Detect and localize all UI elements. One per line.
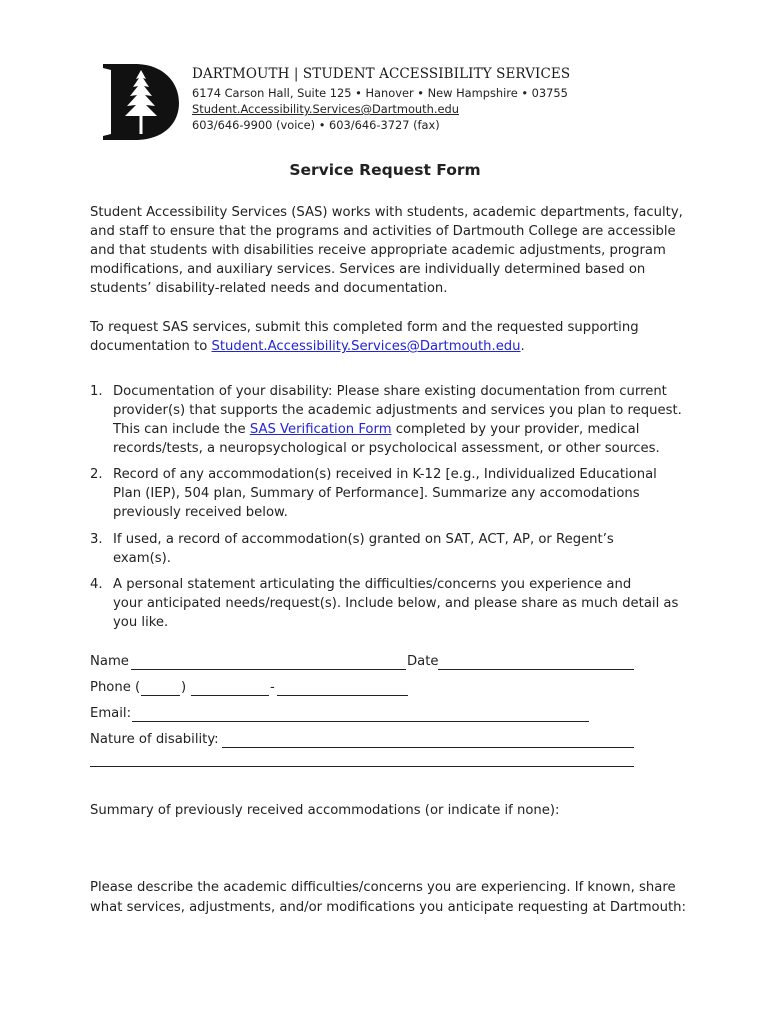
phone-line-field[interactable] bbox=[277, 695, 408, 696]
phone-dash: - bbox=[270, 680, 275, 695]
nature-of-disability-label: Nature of disability: bbox=[90, 732, 219, 747]
request-prefix: documentation to bbox=[90, 339, 212, 354]
intro-line: and staff to ensure that the programs and activities of Dartmouth College are accessible bbox=[90, 224, 676, 239]
item-4-line: A personal statement articulating the difficulties/concerns you experience and bbox=[113, 577, 632, 592]
email-field[interactable] bbox=[132, 721, 589, 722]
intro-line: Student Accessibility Services (SAS) works with students, academic departments, faculty, bbox=[90, 205, 683, 220]
describe-line: Please describe the academic difficulties/concerns you are experiencing. If known, share bbox=[90, 880, 676, 895]
item-1-line bbox=[113, 422, 639, 437]
name-field[interactable] bbox=[131, 669, 406, 670]
org-name: DARTMOUTH | STUDENT ACCESSIBILITY SERVICES bbox=[192, 66, 571, 82]
date-field[interactable] bbox=[438, 669, 634, 670]
phone-paren: ) bbox=[181, 680, 187, 695]
item-number: 1. bbox=[90, 384, 103, 399]
request-line: To request SAS services, submit this completed form and the requested supporting bbox=[90, 320, 639, 335]
phone-area-code-field[interactable] bbox=[141, 695, 180, 696]
intro-line: and that students with disabilities receive appropriate academic adjustments, program bbox=[90, 243, 666, 258]
email-label: Email: bbox=[90, 706, 132, 721]
item-4-line: you like. bbox=[113, 615, 169, 630]
item-3-line: If used, a record of accommodation(s) granted on SAT, ACT, AP, or Regent’s bbox=[113, 532, 614, 547]
org-email-link[interactable]: Student.Accessibility.Services@Dartmouth.edu bbox=[192, 102, 459, 116]
summary-label: Summary of previously received accommodations (or indicate if none): bbox=[90, 803, 560, 818]
nature-of-disability-field[interactable] bbox=[222, 747, 634, 748]
name-label: Name bbox=[90, 654, 129, 669]
item-4-heading: your anticipated needs/request(s). bbox=[113, 596, 342, 611]
intro-line: modifications, and auxiliary services. Services are individually determined based on bbox=[90, 262, 646, 277]
item-2-line: Plan (IEP), 504 plan, Summary of Performance]. Summarize any accomodations bbox=[113, 486, 640, 501]
sas-verification-form-link[interactable]: SAS Verification Form bbox=[249, 422, 392, 437]
request-suffix: . bbox=[520, 339, 525, 354]
item-2-heading: Record of any accommodation(s) received in K-12 bbox=[113, 467, 442, 482]
intro-line: students’ disability-related needs and documentation. bbox=[90, 281, 448, 296]
item-1-line: provider(s) that supports the academic adjustments and services you plan to request. bbox=[113, 403, 682, 418]
item-number: 4. bbox=[90, 577, 103, 592]
item-1-text: Please share existing documentation from current bbox=[332, 384, 667, 399]
request-email-link[interactable]: Student.Accessibility.Services@Dartmouth.edu bbox=[211, 339, 521, 354]
item-3-line: exam(s). bbox=[113, 551, 171, 566]
item-4-line bbox=[113, 596, 678, 611]
request-line bbox=[90, 339, 525, 354]
dartmouth-pine-d-icon bbox=[101, 62, 181, 142]
item-1-heading: Documentation of your disability: bbox=[113, 384, 333, 399]
org-phone: 603/646-9900 (voice) • 603/646-3727 (fax) bbox=[192, 118, 440, 132]
item-number: 3. bbox=[90, 532, 103, 547]
item-2-text: [e.g., Individualized Educational bbox=[441, 467, 657, 482]
phone-label: Phone ( bbox=[90, 680, 141, 695]
item-4-text: Include below, and please share as much detail as bbox=[341, 596, 679, 611]
item-1-text: completed by your provider, medical bbox=[391, 422, 640, 437]
item-number: 2. bbox=[90, 467, 103, 482]
page-title: Service Request Form bbox=[289, 161, 481, 179]
item-1-text: This can include the bbox=[113, 422, 250, 437]
org-address: 6174 Carson Hall, Suite 125 • Hanover • New Hampshire • 03755 bbox=[192, 86, 568, 100]
nature-of-disability-field-line2[interactable] bbox=[90, 766, 634, 767]
phone-prefix-field[interactable] bbox=[191, 695, 269, 696]
describe-line: what services, adjustments, and/or modifications you anticipate requesting at Dartmouth: bbox=[90, 900, 686, 915]
item-2-line bbox=[113, 467, 657, 482]
item-1-line bbox=[113, 384, 667, 399]
date-label: Date bbox=[407, 654, 439, 669]
item-2-line: previously received below. bbox=[113, 505, 288, 520]
item-1-line: records/tests, a neuropsychological or psycholocical assessment, or other sources. bbox=[113, 441, 660, 456]
